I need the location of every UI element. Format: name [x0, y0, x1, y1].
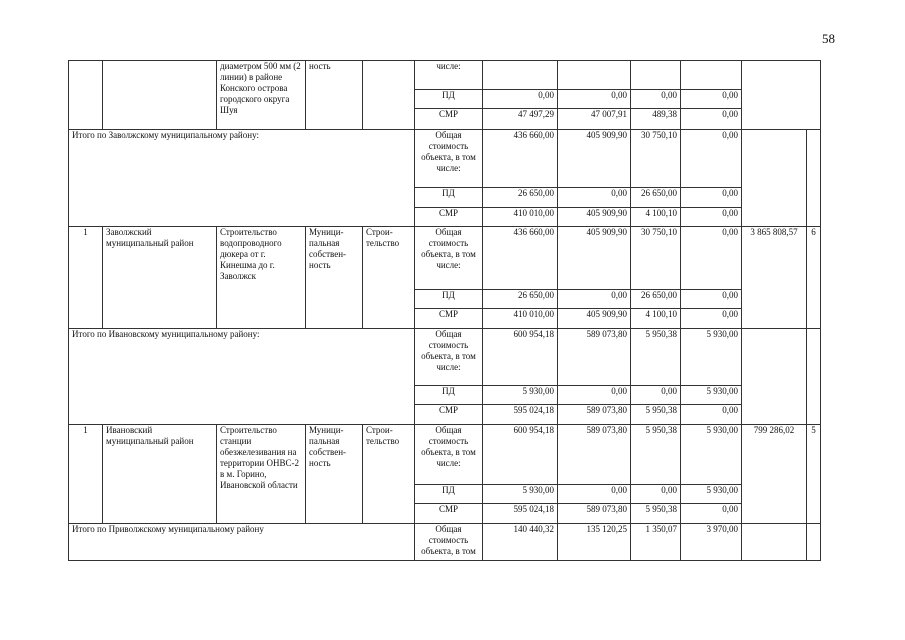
ownership-cell: ность	[306, 61, 363, 130]
value-cell: 0,00	[681, 90, 742, 109]
ownership-cell: Муници-пальная собствен-ность	[306, 425, 363, 524]
value-cell: 410 010,00	[483, 208, 558, 227]
value-cell: 0,00	[558, 386, 631, 405]
smr-label: СМР	[415, 309, 483, 329]
value-cell: 26 650,00	[631, 188, 681, 208]
value-cell: 436 660,00	[483, 227, 558, 290]
value-cell: 0,00	[681, 227, 742, 290]
total-cost-cell: 3 865 808,57	[742, 227, 807, 329]
district-cell: Ивановский муниципальный район	[103, 425, 217, 524]
value-cell: 5 930,00	[483, 485, 558, 504]
value-cell: 5 930,00	[681, 329, 742, 386]
value-cell: 405 909,90	[558, 309, 631, 329]
value-cell: 410 010,00	[483, 309, 558, 329]
value-cell: 47 497,29	[483, 109, 558, 130]
value-cell: 589 073,80	[558, 405, 631, 425]
value-cell: 405 909,90	[558, 227, 631, 290]
value-cell: 5 950,38	[631, 405, 681, 425]
value-cell: 0,00	[631, 90, 681, 109]
value-cell: 0,00	[681, 130, 742, 188]
total-cost-cell: 799 286,02	[742, 425, 807, 524]
value-cell: 135 120,25	[558, 524, 631, 561]
smr-label: СМР	[415, 109, 483, 130]
value-cell: 0,00	[631, 386, 681, 405]
value-cell: 5 950,38	[631, 504, 681, 524]
total-label-cell: Общая стоимость объекта, в том числе:	[415, 227, 483, 290]
type-cell: Строи-тельство	[363, 425, 415, 524]
value-cell: 589 073,80	[558, 425, 631, 485]
value-cell: 5 930,00	[681, 386, 742, 405]
value-cell: 3 970,00	[681, 524, 742, 561]
total-label-cell: Общая стоимость объекта, в том числе:	[415, 425, 483, 485]
value-cell: 0,00	[558, 188, 631, 208]
pd-label: ПД	[415, 485, 483, 504]
value-cell: 589 073,80	[558, 504, 631, 524]
value-cell: 405 909,90	[558, 208, 631, 227]
value-cell: 436 660,00	[483, 130, 558, 188]
smr-label: СМР	[415, 504, 483, 524]
subtotal-label: Итого по Заволжскому муниципальному району:	[69, 130, 415, 227]
table-row	[69, 329, 821, 386]
pd-label: ПД	[415, 90, 483, 109]
total-label-cell: числе:	[415, 61, 483, 90]
table-row	[69, 425, 821, 485]
value-cell: 0,00	[558, 485, 631, 504]
row-number: 1	[69, 425, 103, 524]
value-cell: 47 007,91	[558, 109, 631, 130]
value-cell: 140 440,32	[483, 524, 558, 561]
value-cell: 405 909,90	[558, 130, 631, 188]
smr-label: СМР	[415, 208, 483, 227]
object-cell: Строительство водопроводного дюкера от г. Кинешма до г. Заволжск	[217, 227, 306, 329]
value-cell: 0,00	[483, 90, 558, 109]
value-cell: 0,00	[681, 208, 742, 227]
table-row	[69, 227, 821, 290]
value-cell: 0,00	[631, 485, 681, 504]
value-cell: 4 100,10	[631, 208, 681, 227]
subtotal-label: Итого по Ивановскому муниципальному району:	[69, 329, 415, 425]
value-cell: 0,00	[681, 188, 742, 208]
value-cell: 5 950,38	[631, 425, 681, 485]
district-cell: Заволжский муниципальный район	[103, 227, 217, 329]
ownership-cell: Муници-пальная собствен-ность	[306, 227, 363, 329]
pd-label: ПД	[415, 290, 483, 309]
type-cell: Строи-тельство	[363, 227, 415, 329]
value-cell: 30 750,10	[631, 227, 681, 290]
value-cell: 5 930,00	[681, 425, 742, 485]
count-cell: 6	[807, 227, 821, 329]
total-label-cell: Общая стоимость объекта, в том	[415, 524, 483, 561]
value-cell: 26 650,00	[483, 290, 558, 309]
value-cell: 26 650,00	[631, 290, 681, 309]
row-number: 1	[69, 227, 103, 329]
page-number: 58	[822, 31, 835, 46]
count-cell: 5	[807, 425, 821, 524]
smr-label: СМР	[415, 405, 483, 425]
value-cell: 595 024,18	[483, 504, 558, 524]
value-cell: 0,00	[681, 309, 742, 329]
total-label-cell: Общая стоимость объекта, в том числе:	[415, 130, 483, 188]
value-cell: 489,38	[631, 109, 681, 130]
value-cell: 600 954,18	[483, 329, 558, 386]
value-cell: 5 950,38	[631, 329, 681, 386]
value-cell: 595 024,18	[483, 405, 558, 425]
value-cell: 30 750,10	[631, 130, 681, 188]
value-cell: 589 073,80	[558, 329, 631, 386]
table-row	[69, 524, 821, 561]
object-cell: диаметром 500 мм (2 линии) в районе Конского острова городского округа Шуя	[217, 61, 306, 130]
value-cell: 5 930,00	[483, 386, 558, 405]
value-cell: 4 100,10	[631, 309, 681, 329]
budget-table	[68, 60, 821, 561]
value-cell: 0,00	[681, 504, 742, 524]
pd-label: ПД	[415, 188, 483, 208]
value-cell: 600 954,18	[483, 425, 558, 485]
value-cell: 0,00	[558, 90, 631, 109]
total-label-cell: Общая стоимость объекта, в том числе:	[415, 329, 483, 386]
value-cell: 0,00	[681, 290, 742, 309]
value-cell: 26 650,00	[483, 188, 558, 208]
pd-label: ПД	[415, 386, 483, 405]
object-cell: Строительство станции обезжелезивания на территории ОНВС-2 в м. Горино, Ивановской области	[217, 425, 306, 524]
value-cell: 0,00	[558, 290, 631, 309]
value-cell: 5 930,00	[681, 485, 742, 504]
value-cell: 0,00	[681, 109, 742, 130]
table-row	[69, 61, 821, 90]
table-row	[69, 130, 821, 188]
value-cell: 1 350,07	[631, 524, 681, 561]
value-cell: 0,00	[681, 405, 742, 425]
subtotal-label: Итого по Приволжскому муниципальному району	[69, 524, 415, 561]
